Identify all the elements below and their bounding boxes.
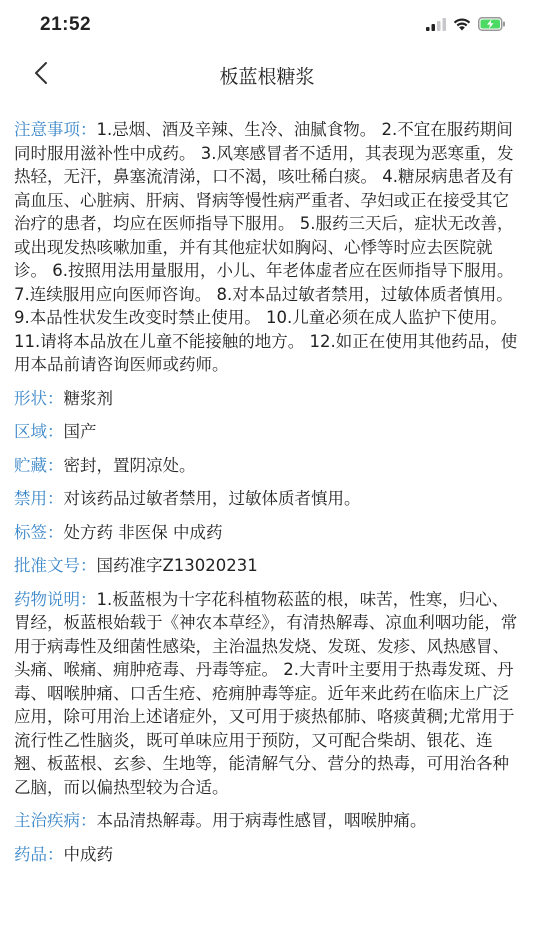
signal-icon xyxy=(426,16,446,35)
field-value: 糖浆剂 xyxy=(63,388,113,408)
field-label: 注意事项： xyxy=(14,120,97,139)
field-contraindications xyxy=(14,487,520,511)
field-label: 标签： xyxy=(14,522,64,542)
status-icons xyxy=(426,17,506,33)
field-label: 批准文号： xyxy=(14,556,97,575)
field-region xyxy=(14,420,520,444)
status-time: 21:52 xyxy=(40,14,92,35)
field-tags xyxy=(14,521,520,545)
status-bar xyxy=(0,0,534,50)
field-indications xyxy=(14,809,520,833)
field-value: 国药准字Z13020231 xyxy=(96,556,258,575)
field-label: 贮藏： xyxy=(14,455,64,475)
field-description xyxy=(14,588,520,800)
field-storage xyxy=(14,454,520,478)
field-label: 主治疾病： xyxy=(14,811,97,830)
nav-bar xyxy=(0,50,534,100)
field-label: 禁用： xyxy=(14,489,64,508)
field-approval-number xyxy=(14,554,520,578)
battery-charging-icon xyxy=(478,16,506,35)
field-label: 形状： xyxy=(14,388,64,408)
field-precautions xyxy=(14,118,520,377)
drug-detail-content[interactable] xyxy=(14,118,520,950)
field-label: 药物说明： xyxy=(14,589,97,609)
field-form xyxy=(14,387,520,411)
field-value: 处方药 非医保 中成药 xyxy=(63,522,223,542)
page-title: 板蓝根糖浆 xyxy=(219,66,315,88)
field-value: 密封，置阴凉处。 xyxy=(63,455,196,475)
field-value: 中成药 xyxy=(63,844,113,864)
field-value: 1.忌烟、酒及辛辣、生冷、油腻食物。 2.不宜在服药期间同时服用滋补性中成药。 3.风寒感冒者不适用，其表现为恶寒重，发热轻，无汗，鼻塞流清涕，口不渴，咳吐稀白痰。 4.糖尿病患者及有高血压、心脏病、肝病、肾病等慢性病严重者、孕妇或正在接受其它治疗的患者，均应在医师指导下服用。 5.服药三天后，症状无改善，或出现发热咳嗽加重，并有其他症状如胸闷、心悸等时应去医院就诊。 6.按照用法用量服用，小儿、年老体虚者应在医师指导下服用。 7.连续服用应向医师咨询。 8.对本品过敏者禁用，过敏体质者慎用。 9.本品性状发生改变时禁止使用。 10.儿童必须在成人监护下使用。 11.请将本品放在儿童不能接触的地方。 12.如正在使用其他药品，使用本品前请咨询医师或药师。 xyxy=(14,120,518,374)
field-label: 区域： xyxy=(14,422,64,441)
field-category xyxy=(14,843,520,867)
field-label: 药品： xyxy=(14,844,64,864)
field-value: 1.板蓝根为十字花科植物菘蓝的根，味苦，性寒，归心、胃经，板蓝根始载于《神农本草经》，有清热解毒、凉血利咽功能，常用于病毒性及细菌性感染，主治温热发烧、发斑、发疹、风热感冒、头痛、喉痛、痈肿疮毒、丹毒等症。 2.大青叶主要用于热毒发斑、丹毒、咽喉肿痛、口舌生疮、疮痈肿毒等症。近年来此药在临床上广泛应用，除可用治上述诸症外，又可用于痰热郁肺、咯痰黄稠;尤常用于流行性乙性脑炎，既可单味应用于预防，又可配合柴胡、银花、连翘、板蓝根、玄参、生地等，能清解气分、营分的热毒，可用治各种乙脑，而以偏热型较为合适。 xyxy=(14,589,518,797)
field-value: 国产 xyxy=(63,422,97,441)
field-value: 本品清热解毒。用于病毒性感冒，咽喉肿痛。 xyxy=(96,811,427,830)
wifi-icon xyxy=(453,16,471,35)
field-value: 对该药品过敏者禁用，过敏体质者慎用。 xyxy=(63,489,361,508)
